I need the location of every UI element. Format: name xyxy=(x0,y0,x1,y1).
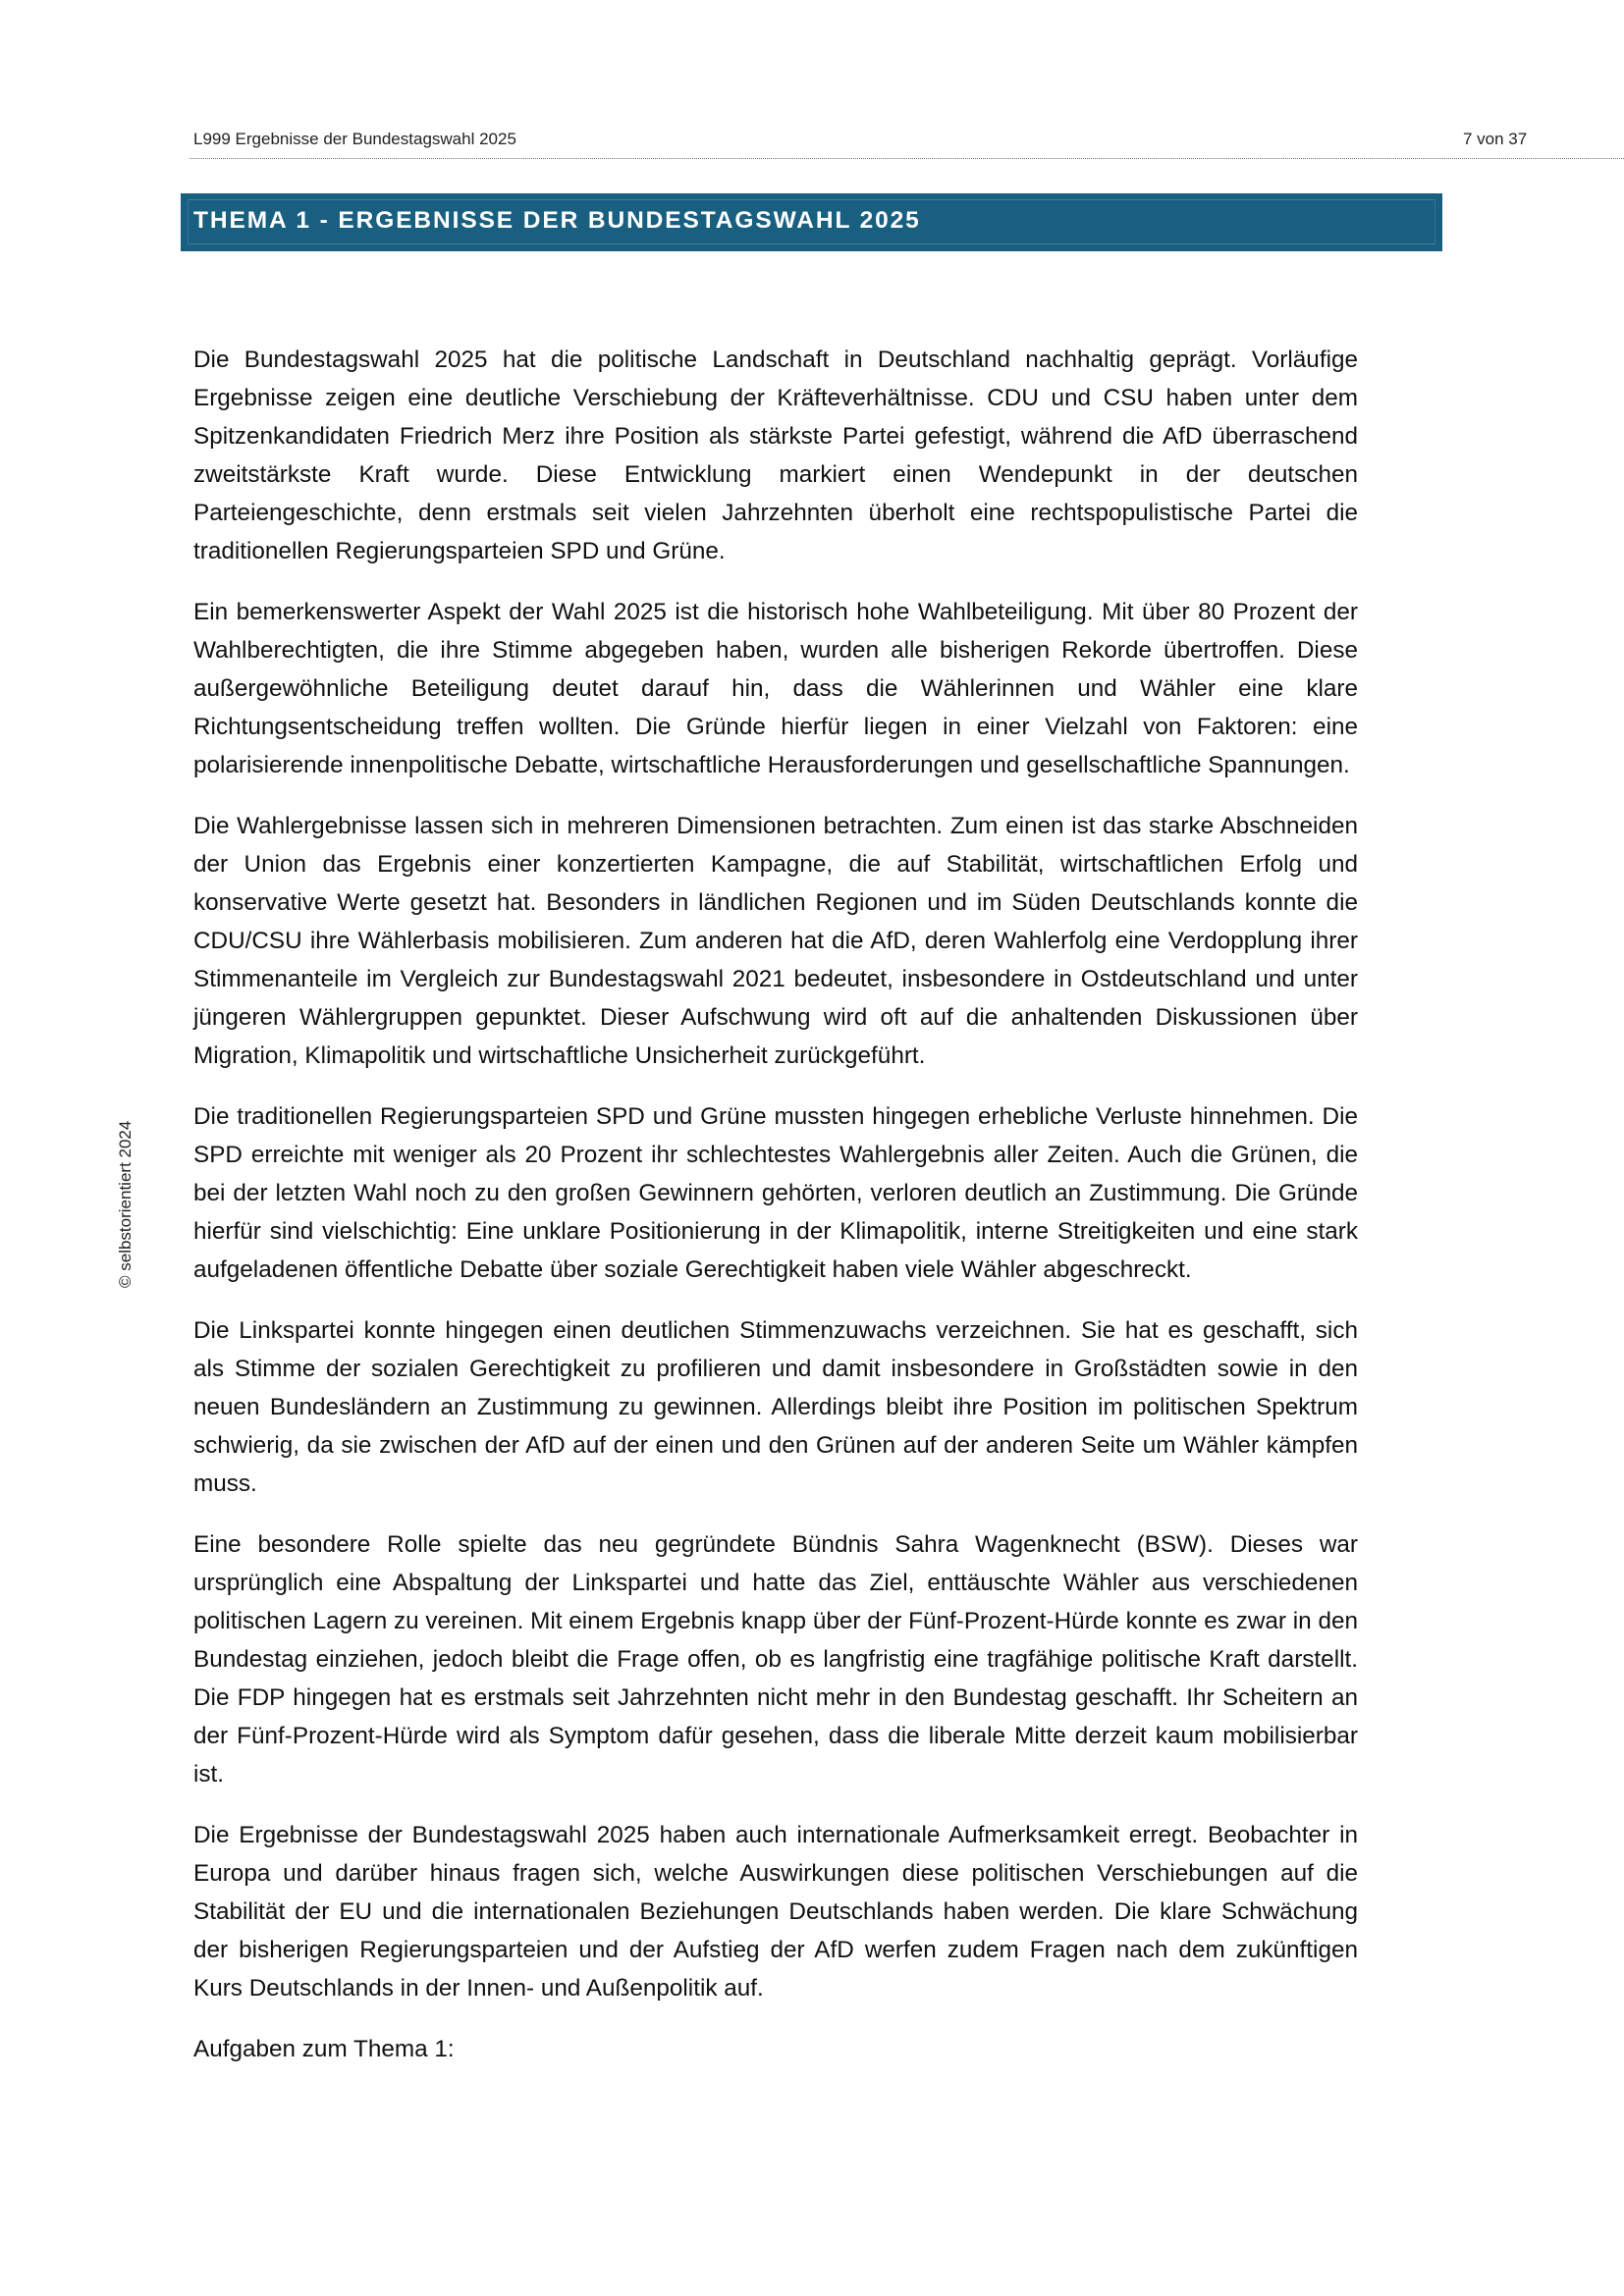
paragraph: Die Linkspartei konnte hingegen einen deutlichen Stimmenzuwachs verzeichnen. Sie hat es geschafft, sich als Stimme der sozialen Gerechtigkeit zu profilieren und damit insbesondere in Großstädten sowie in den neuen Bundesländern an Zustimmung zu gewinnen. Allerdings bleibt ihre Position im politischen Spektrum schwierig, da sie zwischen der AfD auf der einen und den Grünen auf der anderen Seite um Wähler kämpfen muss. xyxy=(193,1317,1358,1497)
header-divider xyxy=(189,158,1624,159)
page-header xyxy=(189,126,1624,161)
paragraph: Die Wahlergebnisse lassen sich in mehreren Dimensionen betrachten. Zum einen ist das starke Abschneiden der Union das Ergebnis einer konzertierten Kampagne, die auf Stabilität, wirtschaftlichen Erfolg und konservative Werte gesetzt hat. Besonders in ländlichen Regionen und im Süden Deutschlands konnte die CDU/CSU ihre Wählerbasis mobilisieren. Zum anderen hat die AfD, deren Wahlerfolg eine Verdopplung ihrer Stimmenanteile im Vergleich zur Bundestagswahl 2021 bedeutet, insbesondere in Ostdeutschland und unter jüngeren Wählergruppen gepunktet. Dieser Aufschwung wird oft auf die anhaltenden Diskussionen über Migration, Klimapolitik und wirtschaftliche Unsicherheit zurückgeführt. xyxy=(193,813,1358,1069)
paragraph: Die traditionellen Regierungsparteien SPD und Grüne mussten hingegen erhebliche Verluste hinnehmen. Die SPD erreichte mit weniger als 20 Prozent ihr schlechtestes Wahlergebnis aller Zeiten. Auch die Grünen, die bei der letzten Wahl noch zu den großen Gewinnern gehörten, verloren deutlich an Zustimmung. Die Gründe hierfür sind vielschichtig: Eine unklare Positionierung in der Klimapolitik, interne Streitigkeiten und eine stark aufgeladenen öffentliche Debatte über soziale Gerechtigkeit haben viele Wähler abgeschreckt. xyxy=(193,1103,1358,1283)
tasks-heading: Aufgaben zum Thema 1: xyxy=(193,2036,455,2062)
section-banner xyxy=(181,193,1442,251)
document-title: L999 Ergebnisse der Bundestagswahl 2025 xyxy=(193,130,516,148)
section-title: THEMA 1 - ERGEBNISSE DER BUNDESTAGSWAHL 2025 xyxy=(193,207,921,234)
paragraph: Eine besondere Rolle spielte das neu gegründete Bündnis Sahra Wagenknecht (BSW). Dieses war ursprünglich eine Abspaltung der Linkspartei und hatte das Ziel, enttäuschte Wähler aus verschiedenen politischen Lagern zu vereinen. Mit einem Ergebnis knapp über der Fünf-Prozent-Hürde konnte es zwar in den Bundestag einziehen, jedoch bleibt die Frage offen, ob es langfristig eine tragfähige politische Kraft darstellt. Die FDP hingegen hat es erstmals seit Jahrzehnten nicht mehr in den Bundestag geschafft. Ihr Scheitern an der Fünf-Prozent-Hürde wird als Symptom dafür gesehen, dass die liberale Mitte derzeit kaum mobilisierbar ist. xyxy=(193,1531,1358,1788)
paragraph: Ein bemerkenswerter Aspekt der Wahl 2025 ist die historisch hohe Wahlbeteiligung. Mit über 80 Prozent der Wahlberechtigten, die ihre Stimme abgegeben haben, wurden alle bisherigen Rekorde übertroffen. Diese außergewöhnliche Beteiligung deutet darauf hin, dass die Wählerinnen und Wähler eine klare Richtungsentscheidung treffen wollten. Die Gründe hierfür liegen in einer Vielzahl von Faktoren: eine polarisierende innenpolitische Debatte, wirtschaftliche Herausforderungen und gesellschaftliche Spannungen. xyxy=(193,599,1358,778)
copyright-notice: © selbstorientiert 2024 xyxy=(116,1120,135,1288)
body-content xyxy=(193,341,1358,2068)
paragraph: Die Ergebnisse der Bundestagswahl 2025 haben auch internationale Aufmerksamkeit erregt. Beobachter in Europa und darüber hinaus fragen sich, welche Auswirkungen diese politischen Verschiebungen auf die Stabilität der EU und die internationalen Beziehungen Deutschlands haben werden. Die klare Schwächung der bisherigen Regierungsparteien und der Aufstieg der AfD werfen zudem Fragen nach dem zukünftigen Kurs Deutschlands in der Innen- und Außenpolitik auf. xyxy=(193,1822,1358,2002)
page-indicator: 7 von 37 xyxy=(1463,130,1528,148)
paragraph: Die Bundestagswahl 2025 hat die politische Landschaft in Deutschland nachhaltig geprägt. Vorläufige Ergebnisse zeigen eine deutliche Verschiebung der Kräfteverhältnisse. CDU und CSU haben unter dem Spitzenkandidaten Friedrich Merz ihre Position als stärkste Partei gefestigt, während die AfD überraschend zweitstärkste Kraft wurde. Diese Entwicklung markiert einen Wendepunkt in der deutschen Parteiengeschichte, denn erstmals seit vielen Jahrzehnten überholt eine rechtspopulistische Partei die traditionellen Regierungsparteien SPD und Grüne. xyxy=(193,347,1358,564)
